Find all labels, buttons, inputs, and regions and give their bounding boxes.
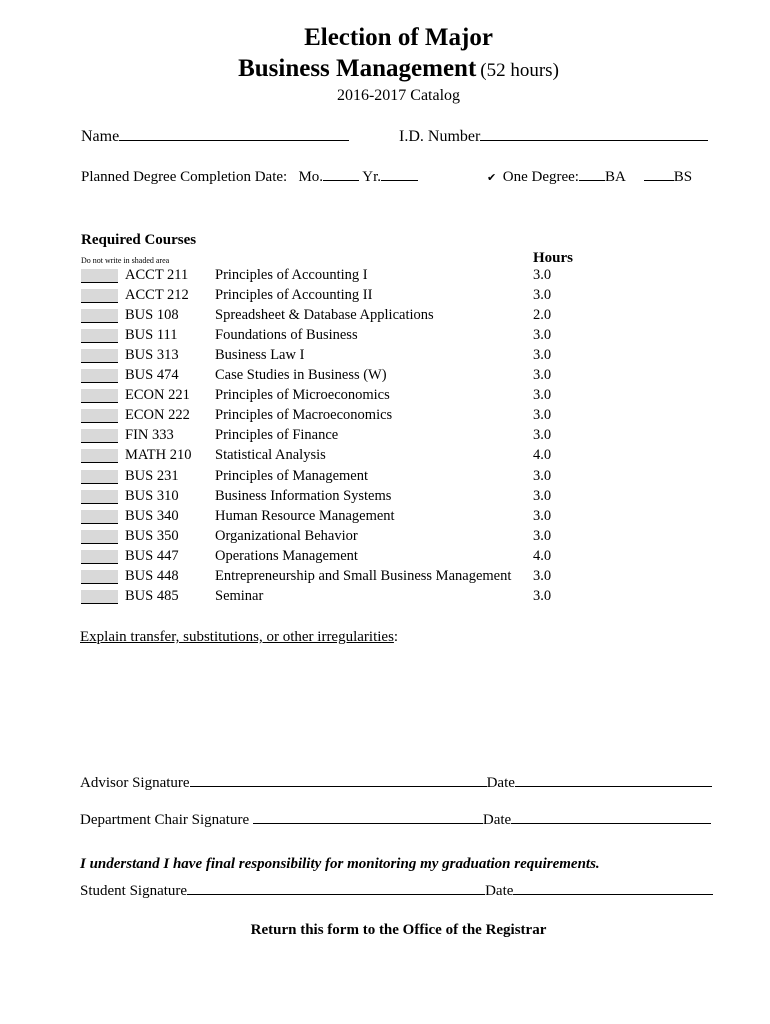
course-code: BUS 447 — [125, 547, 179, 564]
chair-signature-line[interactable] — [253, 822, 483, 824]
course-row — [0, 588, 770, 608]
shaded-check-box — [81, 510, 118, 523]
course-row — [0, 468, 770, 488]
name-field[interactable] — [81, 128, 349, 146]
chair-signature-field[interactable] — [80, 812, 711, 829]
shaded-check-box — [81, 309, 118, 322]
name-line[interactable] — [119, 139, 349, 141]
shaded-check-box — [81, 550, 118, 563]
course-hours: 3.0 — [533, 347, 552, 364]
course-code: BUS 350 — [125, 527, 179, 544]
course-check-line — [81, 422, 118, 423]
course-hours: 3.0 — [533, 567, 552, 584]
course-row — [0, 347, 770, 367]
course-check-line — [81, 402, 118, 403]
major-heading — [0, 55, 770, 83]
advisor-signature-label: Advisor Signature — [80, 775, 190, 791]
shaded-check-box — [81, 369, 118, 382]
course-code: BUS 474 — [125, 367, 179, 384]
course-check-line — [81, 282, 118, 283]
course-hours: 3.0 — [533, 287, 552, 304]
course-code: MATH 210 — [125, 447, 192, 464]
course-hours: 3.0 — [533, 487, 552, 504]
month-line[interactable] — [323, 179, 359, 181]
responsibility-statement: I understand I have final responsibility for monitoring my graduation requirements. — [80, 856, 600, 872]
course-name: Principles of Finance — [215, 427, 339, 444]
course-name: Foundations of Business — [215, 327, 358, 344]
course-row — [0, 548, 770, 568]
course-row — [0, 427, 770, 447]
return-note: Return this form to the Office of the Registrar — [250, 922, 547, 938]
advisor-signature-field[interactable] — [80, 775, 712, 792]
course-hours: 3.0 — [533, 467, 552, 484]
course-name: Principles of Macroeconomics — [215, 407, 393, 424]
course-name: Organizational Behavior — [215, 527, 358, 544]
course-name: Principles of Management — [215, 467, 369, 484]
course-hours: 2.0 — [533, 307, 552, 324]
advisor-date-label: Date — [486, 775, 515, 791]
bs-label: BS — [673, 169, 693, 185]
course-name: Business Law I — [215, 347, 305, 364]
student-signature-label: Student Signature — [80, 883, 188, 899]
one-degree-label: One Degree: — [502, 169, 579, 185]
course-code: BUS 310 — [125, 487, 179, 504]
shaded-check-box — [81, 389, 118, 402]
checkmark-icon: ✔ — [487, 172, 497, 184]
form-title: Election of Major — [304, 24, 493, 51]
year-line[interactable] — [381, 179, 418, 181]
course-check-line — [81, 523, 118, 524]
course-row — [0, 327, 770, 347]
required-courses-heading: Required Courses — [81, 232, 197, 248]
course-check-line — [81, 382, 118, 383]
chair-date-line[interactable] — [511, 822, 711, 824]
course-hours: 3.0 — [533, 327, 552, 344]
shaded-check-box — [81, 269, 118, 282]
course-check-line — [81, 563, 118, 564]
course-name: Principles of Accounting I — [215, 267, 368, 283]
course-hours: 3.0 — [533, 367, 552, 384]
course-check-line — [81, 583, 118, 584]
catalog-year: 2016-2017 Catalog — [336, 87, 461, 104]
course-code: ACCT 211 — [125, 267, 189, 283]
student-date-line[interactable] — [513, 893, 713, 895]
course-code: BUS 108 — [125, 307, 179, 324]
explain-field[interactable] — [80, 629, 398, 646]
course-name: Case Studies in Business (W) — [215, 367, 387, 384]
shaded-check-box — [81, 329, 118, 342]
course-check-line — [81, 503, 118, 504]
shaded-check-box — [81, 590, 118, 603]
course-code: ECON 221 — [125, 387, 190, 404]
course-code: BUS 448 — [125, 567, 179, 584]
shaded-check-box — [81, 409, 118, 422]
student-signature-field[interactable] — [80, 883, 713, 900]
course-check-line — [81, 362, 118, 363]
course-row — [0, 307, 770, 327]
bs-line[interactable] — [644, 179, 674, 181]
shaded-check-box — [81, 570, 118, 583]
course-code: ACCT 212 — [125, 287, 189, 304]
course-code: BUS 340 — [125, 507, 179, 524]
course-check-line — [81, 543, 118, 544]
course-name: Human Resource Management — [215, 507, 395, 524]
shaded-check-box — [81, 530, 118, 543]
course-check-line — [81, 442, 118, 443]
course-name: Seminar — [215, 587, 264, 604]
id-line[interactable] — [480, 139, 708, 141]
month-label: Mo. — [298, 169, 324, 185]
course-row — [0, 568, 770, 588]
course-row — [0, 407, 770, 427]
shaded-check-box — [81, 349, 118, 362]
course-hours: 3.0 — [533, 587, 552, 604]
course-check-line — [81, 603, 118, 604]
major-name: Business Management — [238, 55, 477, 82]
year-label: Yr. — [362, 169, 381, 185]
shaded-check-box — [81, 449, 118, 462]
course-code: BUS 313 — [125, 347, 179, 364]
course-check-line — [81, 483, 118, 484]
course-hours: 3.0 — [533, 507, 552, 524]
course-name: Principles of Accounting II — [215, 287, 373, 304]
course-name: Spreadsheet & Database Applications — [215, 307, 434, 324]
id-field[interactable] — [399, 128, 708, 146]
course-name: Business Information Systems — [215, 487, 392, 504]
course-row — [0, 488, 770, 508]
course-row — [0, 387, 770, 407]
course-check-line — [81, 322, 118, 323]
course-check-line — [81, 302, 118, 303]
course-hours: 3.0 — [533, 407, 552, 424]
course-hours: 4.0 — [533, 547, 552, 564]
name-label: Name — [81, 128, 120, 145]
shaded-check-box — [81, 470, 118, 483]
course-code: BUS 485 — [125, 587, 179, 604]
course-name: Operations Management — [215, 547, 358, 564]
course-check-line — [81, 342, 118, 343]
shaded-check-box — [81, 289, 118, 302]
id-label: I.D. Number — [399, 128, 481, 145]
ba-label: BA — [604, 169, 625, 185]
explain-label: Explain transfer, substitutions, or other irregularities — [80, 629, 394, 645]
ba-line[interactable] — [579, 179, 605, 181]
course-row — [0, 447, 770, 467]
course-row — [0, 287, 770, 307]
student-signature-line[interactable] — [187, 893, 485, 895]
shaded-area-note: Do not write in shaded area — [81, 256, 170, 265]
course-name: Statistical Analysis — [215, 447, 326, 464]
major-hours: (52 hours) — [480, 60, 559, 81]
course-row — [0, 367, 770, 387]
planned-date-field[interactable] — [81, 169, 418, 186]
course-name: Principles of Microeconomics — [215, 387, 390, 404]
course-hours: 3.0 — [533, 387, 552, 404]
course-code: BUS 231 — [125, 467, 179, 484]
explain-colon: : — [393, 629, 399, 645]
degree-field[interactable] — [487, 169, 692, 186]
planned-label: Planned Degree Completion Date: — [81, 169, 288, 185]
course-code: FIN 333 — [125, 427, 174, 444]
course-hours: 3.0 — [533, 267, 552, 283]
shaded-check-box — [81, 490, 118, 503]
course-row — [0, 508, 770, 528]
shaded-check-box — [81, 429, 118, 442]
course-check-line — [81, 462, 118, 463]
chair-date-label: Date — [482, 812, 512, 828]
course-row — [0, 528, 770, 548]
advisor-date-line[interactable] — [515, 785, 712, 787]
course-hours: 3.0 — [533, 427, 552, 444]
course-name: Entrepreneurship and Small Business Management — [215, 567, 512, 584]
advisor-signature-line[interactable] — [190, 785, 487, 787]
course-row — [0, 267, 770, 287]
course-hours: 3.0 — [533, 527, 552, 544]
course-hours: 4.0 — [533, 447, 552, 464]
course-code: BUS 111 — [125, 327, 178, 344]
hours-header: Hours — [533, 250, 574, 266]
student-date-label: Date — [485, 883, 514, 899]
chair-signature-label: Department Chair Signature — [80, 812, 250, 828]
course-code: ECON 222 — [125, 407, 190, 424]
